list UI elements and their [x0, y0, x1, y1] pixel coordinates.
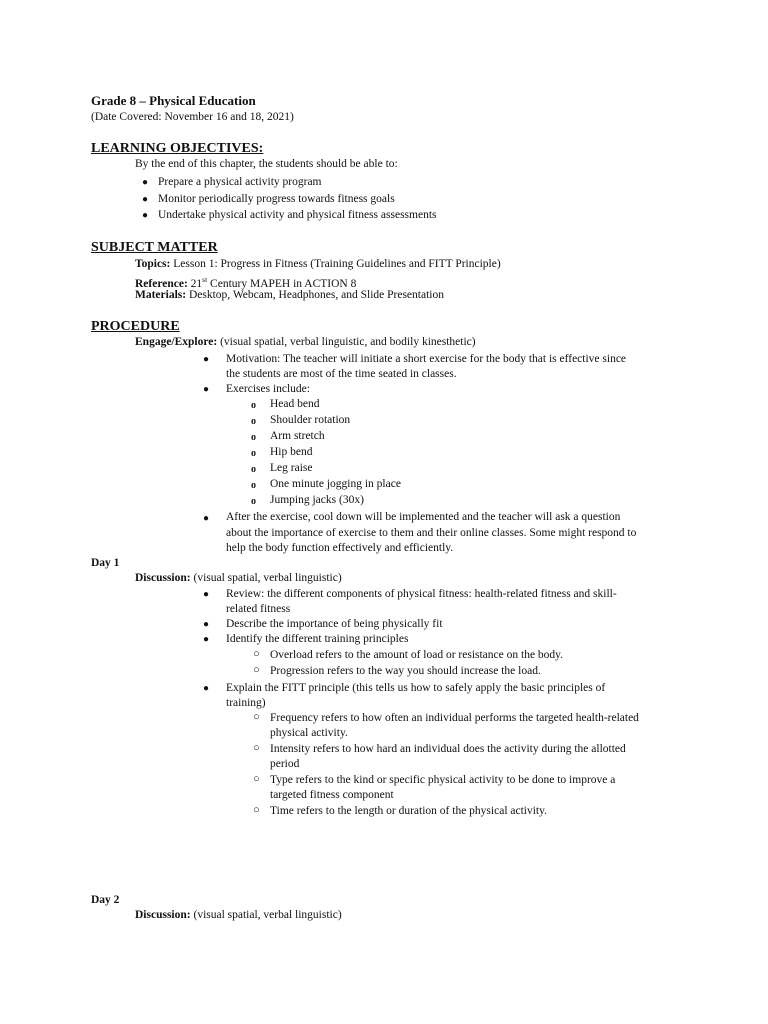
sub-bullet-icon: o — [251, 448, 256, 459]
objectives-intro: By the end of this chapter, the students should be able to: — [135, 158, 398, 170]
discussion-text: (visual spatial, verbal linguistic) — [193, 909, 342, 921]
materials-value: Desktop, Webcam, Headphones, and Slide Presentation — [188, 289, 444, 301]
topics-value: Lesson 1: Progress in Fitness (Training Guidelines and FITT Principle) — [173, 258, 501, 270]
exercise-item: Leg raise — [270, 462, 313, 474]
bullet-icon: ● — [142, 194, 149, 205]
review-line-1: Review: the different components of physical fitness: health-related fitness and skill- — [226, 588, 617, 600]
fitt-line-2: training) — [226, 697, 266, 709]
frequency-line-1: Frequency refers to how often an individual performs the targeted health-related — [270, 712, 639, 724]
engage-label: Engage/Explore: — [135, 336, 218, 348]
type-line-1: Type refers to the kind or specific physical activity to be done to improve a — [270, 774, 616, 786]
sub-bullet-icon: o — [251, 464, 256, 475]
after-exercise-line-3: help the body function effectively and efficiently. — [226, 542, 454, 554]
day1-discussion-line — [135, 571, 342, 587]
bullet-icon: ● — [203, 513, 210, 524]
day2-label: Day 2 — [91, 894, 120, 906]
review-line-2: related fitness — [226, 603, 291, 615]
sub-bullet-icon: ○ — [253, 804, 260, 816]
bullet-icon: ● — [203, 384, 210, 395]
discussion-label: Discussion: — [135, 909, 191, 921]
intensity-line-2: period — [270, 758, 300, 770]
frequency-line-2: physical activity. — [270, 727, 348, 739]
intensity-line-1: Intensity refers to how hard an individual does the activity during the allotted — [270, 743, 626, 755]
time-item: Time refers to the length or duration of the physical activity. — [270, 805, 547, 817]
sub-bullet-icon: ○ — [253, 664, 260, 676]
bullet-icon: ● — [142, 210, 149, 221]
exercise-item: Hip bend — [270, 446, 313, 458]
engage-text: (visual spatial, verbal linguistic, and bodily kinesthetic) — [220, 336, 476, 348]
after-exercise-line-2: about the importance of exercise to them and their online classes. Some might respond to — [226, 527, 637, 539]
fitt-line-1: Explain the FITT principle (this tells us how to safely apply the basic principles of — [226, 682, 606, 694]
bullet-icon: ● — [203, 619, 210, 630]
exercise-item: Arm stretch — [270, 430, 325, 442]
objective-item: Monitor periodically progress towards fitness goals — [158, 193, 395, 205]
date-covered: (Date Covered: November 16 and 18, 2021) — [91, 111, 294, 123]
topics-line — [135, 257, 501, 273]
after-exercise-line-1: After the exercise, cool down will be implemented and the teacher will ask a question — [226, 511, 621, 523]
reference-superscript: st — [202, 275, 208, 284]
sub-bullet-icon: ○ — [253, 711, 260, 723]
engage-line — [135, 335, 476, 351]
day1-label: Day 1 — [91, 557, 120, 569]
bullet-icon: ● — [203, 683, 210, 694]
exercises-intro: Exercises include: — [226, 383, 310, 395]
exercise-item: Shoulder rotation — [270, 414, 351, 426]
reference-label: Reference: — [135, 277, 188, 290]
exercise-item: One minute jogging in place — [270, 478, 401, 490]
exercise-item: Head bend — [270, 398, 320, 410]
bullet-icon: ● — [203, 589, 210, 600]
sub-bullet-icon: ○ — [253, 648, 260, 660]
bullet-icon: ● — [203, 354, 210, 365]
describe-item: Describe the importance of being physically fit — [226, 618, 443, 630]
objectives-heading: LEARNING OBJECTIVES: — [91, 141, 264, 156]
principle-item: Overload refers to the amount of load or resistance on the body. — [270, 649, 564, 661]
principle-item: Progression refers to the way you should increase the load. — [270, 665, 541, 677]
motivation-line-1: Motivation: The teacher will initiate a short exercise for the body that is effective since — [226, 353, 627, 365]
bullet-icon: ● — [142, 177, 149, 188]
procedure-heading: PROCEDURE — [91, 319, 180, 334]
objective-item: Prepare a physical activity program — [158, 176, 322, 188]
sub-bullet-icon: ○ — [253, 773, 260, 785]
sub-bullet-icon: o — [251, 416, 256, 427]
identify-item: Identify the different training principles — [226, 633, 409, 645]
sub-bullet-icon: o — [251, 432, 256, 443]
motivation-line-2: the students are most of the time seated in classes. — [226, 368, 457, 380]
sub-bullet-icon: o — [251, 400, 256, 411]
reference-title: Century MAPEH in ACTION 8 — [207, 277, 357, 290]
subject-heading: SUBJECT MATTER — [91, 240, 218, 255]
discussion-text: (visual spatial, verbal linguistic) — [193, 572, 342, 584]
objective-item: Undertake physical activity and physical fitness assessments — [158, 209, 437, 221]
reference-number: 21 — [190, 277, 203, 290]
sub-bullet-icon: ○ — [253, 742, 260, 754]
sub-bullet-icon: o — [251, 496, 256, 507]
exercise-item: Jumping jacks (30x) — [270, 494, 364, 506]
type-line-2: targeted fitness component — [270, 789, 394, 801]
day2-discussion-line — [135, 908, 342, 924]
sub-bullet-icon: o — [251, 480, 256, 491]
bullet-icon: ● — [203, 634, 210, 645]
document-title: Grade 8 – Physical Education — [91, 93, 256, 108]
materials-line — [135, 288, 444, 304]
materials-label: Materials: — [135, 289, 187, 301]
topics-label: Topics: — [135, 258, 171, 270]
discussion-label: Discussion: — [135, 572, 191, 584]
